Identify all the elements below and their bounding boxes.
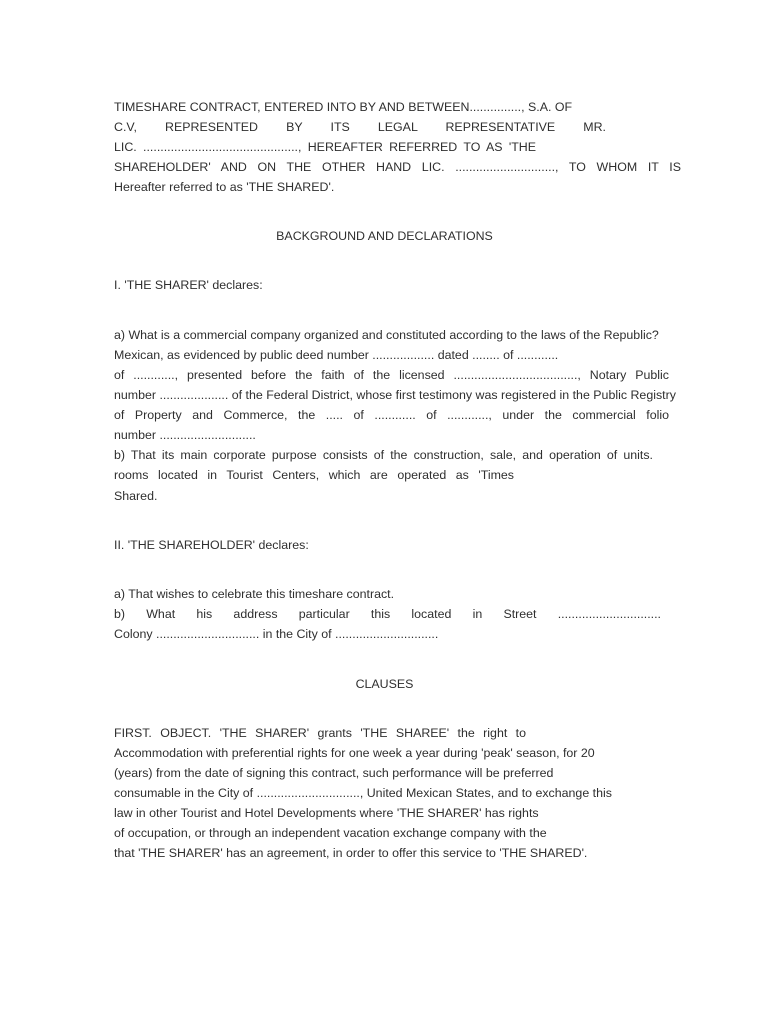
shareholder-heading: II. 'THE SHAREHOLDER' declares: xyxy=(114,538,309,552)
sharer-line-1: a) What is a commercial company organized and constituted according to the laws of the Republic? xyxy=(114,328,659,342)
sharer-heading: I. 'THE SHARER' declares: xyxy=(114,278,263,292)
clause-first-line-1: FIRST. OBJECT. 'THE SHARER' grants 'THE SHAREE' the right to xyxy=(114,726,526,740)
clause-first-line-5: law in other Tourist and Hotel Developments where 'THE SHARER' has rights xyxy=(114,806,539,820)
clause-first-line-3: (years) from the date of signing this contract, such performance will be preferred xyxy=(114,766,554,780)
intro-line-4: SHAREHOLDER' AND ON THE OTHER HAND LIC. ............................., TO WHOM IT IS xyxy=(114,160,681,174)
intro-line-2: C.V, REPRESENTED BY ITS LEGAL REPRESENTATIVE MR. xyxy=(114,120,606,134)
background-heading: BACKGROUND AND DECLARATIONS xyxy=(276,229,493,243)
sharer-line-7: b) That its main corporate purpose consists of the construction, sale, and operation of units. xyxy=(114,448,653,462)
clause-first-line-2: Accommodation with preferential rights for one week a year during 'peak' season, for 20 xyxy=(114,746,595,760)
shareholder-line-3: Colony .............................. in the City of .............................. xyxy=(114,627,439,641)
clause-first-line-6: of occupation, or through an independent vacation exchange company with the xyxy=(114,826,547,840)
intro-line-1: TIMESHARE CONTRACT, ENTERED INTO BY AND BETWEEN..............., S.A. OF xyxy=(114,100,573,114)
sharer-line-5: of Property and Commerce, the ..... of ............ of ............, under the commercial folio xyxy=(114,408,669,422)
sharer-line-3: of ............, presented before the faith of the licensed ...................................., Notary Public xyxy=(114,368,669,382)
intro-line-3: LIC. ............................................., HEREAFTER REFERRED TO AS 'THE xyxy=(114,140,536,154)
sharer-line-6: number ............................ xyxy=(114,428,256,442)
sharer-line-8: rooms located in Tourist Centers, which are operated as 'Times xyxy=(114,468,514,482)
sharer-line-2: Mexican, as evidenced by public deed number .................. dated ........ of ............ xyxy=(114,348,559,362)
shareholder-line-2: b) What his address particular this located in Street .............................. xyxy=(114,607,661,621)
shareholder-line-1: a) That wishes to celebrate this timeshare contract. xyxy=(114,587,395,601)
clause-first-line-7: that 'THE SHARER' has an agreement, in order to offer this service to 'THE SHARED'. xyxy=(114,846,588,860)
clause-first-line-4: consumable in the City of .............................., United Mexican States, and to exchange this xyxy=(114,786,612,800)
intro-line-5: Hereafter referred to as 'THE SHARED'. xyxy=(114,180,335,194)
sharer-line-4: number .................... of the Federal District, whose first testimony was registered in the Public Registry xyxy=(114,388,676,402)
sharer-line-9: Shared. xyxy=(114,489,158,503)
clauses-heading: CLAUSES xyxy=(355,677,414,691)
